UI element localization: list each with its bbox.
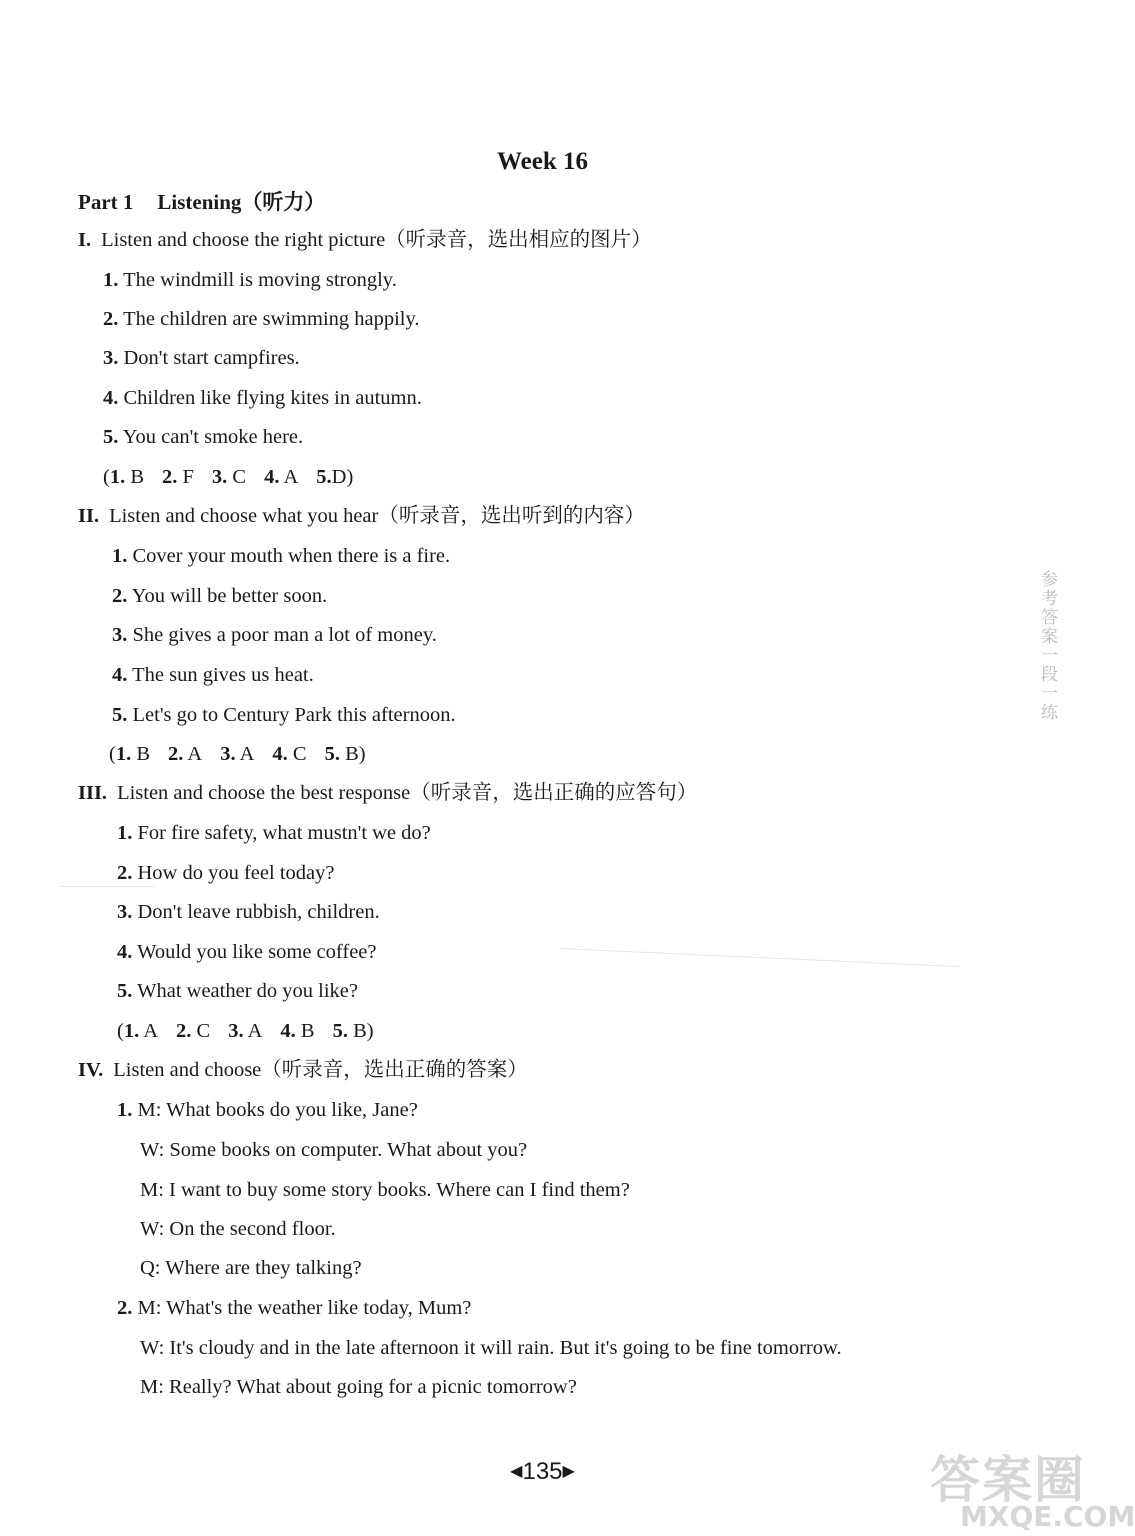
item-text: The sun gives us heat. (132, 664, 314, 686)
item-text: Would you like some coffee? (137, 941, 377, 963)
roman-numeral: IV. (78, 1059, 104, 1081)
roman-numeral: I. (78, 229, 92, 251)
answer-key: (1. A 2. C 3. A 4. B 5. B) (117, 1020, 374, 1042)
item-text: The windmill is moving strongly. (123, 269, 397, 291)
item-number: 4. (117, 941, 133, 963)
scan-line (60, 886, 155, 887)
list-item (117, 820, 431, 846)
page-number-text: 135 (522, 1458, 563, 1485)
list-item (117, 939, 376, 965)
section-heading-text: Listen and choose the best response（听录音，选出正确的应答句） (117, 782, 698, 804)
dialogue-line: M: Really? What about going for a picnic tomorrow? (140, 1376, 577, 1398)
side-margin-text: 参考答案一段一练 (1037, 570, 1057, 722)
list-item (103, 306, 420, 332)
scan-line (560, 948, 960, 967)
item-number: 2. (103, 308, 119, 330)
section-heading-text: Listen and choose（听录音，选出正确的答案） (113, 1059, 528, 1081)
list-item (112, 622, 437, 648)
item-number: 1. (103, 269, 119, 291)
section-heading (78, 227, 652, 253)
list-item (103, 345, 300, 371)
item-text: The children are swimming happily. (123, 308, 420, 330)
section-heading-text: Listen and choose what you hear（听录音，选出听到的内容） (109, 505, 645, 527)
item-number: 3. (117, 901, 133, 923)
item-text: Cover your mouth when there is a fire. (132, 545, 451, 567)
list-item (103, 424, 303, 450)
item-number: 5. (103, 426, 119, 448)
item-number: 2. (117, 1297, 133, 1319)
page-number (0, 1458, 1085, 1486)
item-number: 5. (112, 704, 128, 726)
right-arrow-icon: ▶ (562, 1463, 575, 1480)
item-text: How do you feel today? (137, 862, 335, 884)
item-number: 1. (117, 1099, 133, 1121)
dialogue-line: W: Some books on computer. What about you? (140, 1139, 528, 1161)
watermark-logo: 答案圈 (930, 1451, 1086, 1509)
dialogue-text: M: What's the weather like today, Mum? (137, 1297, 472, 1319)
watermark-url: MXQE.COM (960, 1500, 1135, 1533)
section-heading (78, 1057, 528, 1083)
list-item (112, 662, 314, 688)
item-number: 4. (103, 387, 119, 409)
item-number: 1. (117, 822, 133, 844)
list-item (117, 860, 334, 886)
part-heading (78, 186, 325, 216)
left-arrow-icon: ◀ (510, 1463, 523, 1480)
item-text: Let's go to Century Park this afternoon. (132, 704, 456, 726)
dialogue-line: M: I want to buy some story books. Where can I find them? (140, 1179, 630, 1201)
item-text: She gives a poor man a lot of money. (132, 624, 437, 646)
roman-numeral: II. (78, 505, 100, 527)
answer-key: (1. B 2. F 3. C 4. A 5.D) (103, 466, 354, 488)
part-label: Part 1 (78, 190, 134, 214)
dialogue-line: W: It's cloudy and in the late afternoon it will rain. But it's going to be fine tomorrow. (140, 1337, 842, 1359)
list-item (112, 583, 327, 609)
answer-key: (1. B 2. A 3. A 4. C 5. B) (109, 743, 366, 765)
list-item (117, 899, 380, 925)
item-number: 3. (103, 347, 119, 369)
item-text: You can't smoke here. (122, 426, 304, 448)
item-text: Don't leave rubbish, children. (137, 901, 380, 923)
item-text: Children like flying kites in autumn. (123, 387, 422, 409)
page-title: Week 16 (497, 148, 588, 175)
item-text: You will be better soon. (131, 585, 328, 607)
section-heading (78, 780, 697, 806)
list-item (117, 978, 358, 1004)
dialogue-line (117, 1295, 471, 1321)
item-number: 4. (112, 664, 128, 686)
item-number: 3. (112, 624, 128, 646)
item-number: 1. (112, 545, 128, 567)
item-text: Don't start campfires. (123, 347, 300, 369)
item-text: What weather do you like? (137, 980, 358, 1002)
section-heading-text: Listen and choose the right picture（听录音，选出相应的图片） (101, 229, 652, 251)
roman-numeral: III. (78, 782, 108, 804)
dialogue-line: Q: Where are they talking? (140, 1257, 362, 1279)
dialogue-text: M: What books do you like, Jane? (137, 1099, 418, 1121)
list-item (112, 702, 456, 728)
dialogue-line (117, 1097, 418, 1123)
dialogue-line: W: On the second floor. (140, 1218, 336, 1240)
item-text: For fire safety, what mustn't we do? (137, 822, 431, 844)
item-number: 2. (112, 585, 128, 607)
section-heading (78, 503, 645, 529)
list-item (112, 543, 450, 569)
item-number: 5. (117, 980, 133, 1002)
list-item (103, 385, 422, 411)
list-item (103, 267, 397, 293)
part-name: Listening（听力） (157, 190, 326, 214)
item-number: 2. (117, 862, 133, 884)
